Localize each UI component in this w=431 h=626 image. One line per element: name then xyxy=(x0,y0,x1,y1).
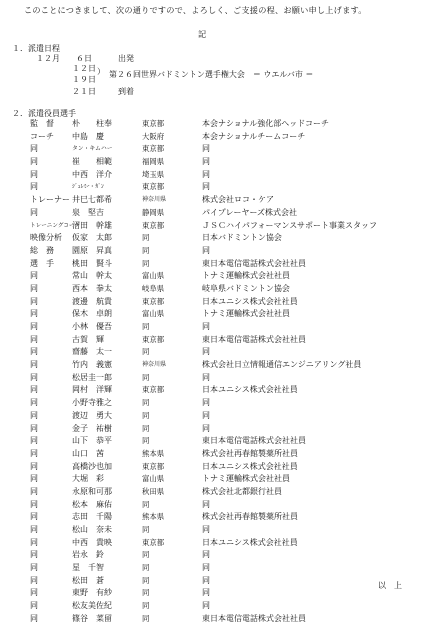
section-members-heading: ２．派遣役員選手 xyxy=(12,109,76,118)
member-affiliation: 同 xyxy=(202,575,210,585)
member-name: 高橋沙也加 xyxy=(72,461,112,471)
member-name: 星 千智 xyxy=(72,563,104,573)
member-role: 同 xyxy=(30,601,38,611)
member-name: 大堀 彩 xyxy=(72,474,104,484)
member-affiliation: 東日本電信電話株式会社社員 xyxy=(202,334,306,344)
member-affiliation: 同 xyxy=(202,182,210,192)
member-name: 小林 優吾 xyxy=(72,322,112,331)
member-row xyxy=(30,321,420,334)
member-row xyxy=(30,334,420,347)
member-name: 西本 拳太 xyxy=(72,283,112,293)
member-affiliation: 株式会社日立情報通信エンジニアリング社員 xyxy=(202,360,362,370)
member-affiliation: トナミ運輸株式会社社員 xyxy=(202,309,290,319)
member-row xyxy=(30,613,420,626)
member-role: 同 xyxy=(30,537,38,547)
member-row xyxy=(30,131,420,144)
member-name: 泉 堅吉 xyxy=(72,207,104,217)
member-prefecture: 東京都 xyxy=(142,182,165,192)
member-affiliation: 同 xyxy=(202,157,210,167)
schedule-brace: ） xyxy=(97,67,105,76)
member-prefecture: 大阪府 xyxy=(142,131,165,141)
member-name: 山下 恭平 xyxy=(72,436,112,446)
member-affiliation: 同 xyxy=(202,169,210,179)
member-prefecture: 同 xyxy=(142,410,150,420)
member-prefecture: 熊本県 xyxy=(142,448,165,458)
member-prefecture: 同 xyxy=(142,588,150,598)
member-role: 同 xyxy=(30,410,38,420)
member-row xyxy=(30,194,420,207)
member-row xyxy=(30,575,420,588)
member-role: 同 xyxy=(30,499,38,509)
member-role: 同 xyxy=(30,563,38,573)
member-affiliation: 同 xyxy=(202,245,210,255)
member-name: 志田 千陽 xyxy=(72,512,112,522)
ki-heading: 記 xyxy=(198,29,207,39)
schedule-day: １２日 xyxy=(72,64,96,73)
member-name: 金子 祐樹 xyxy=(72,423,112,433)
member-row xyxy=(30,499,420,512)
member-affiliation: パイプレーヤーズ株式会社 xyxy=(202,207,298,217)
member-row xyxy=(30,410,420,423)
member-affiliation: 株式会社ロコ・ケア xyxy=(202,195,274,205)
member-prefecture: 同 xyxy=(142,563,150,573)
schedule-note: 出発 xyxy=(118,54,134,63)
member-role: 同 xyxy=(30,347,38,357)
member-row xyxy=(30,308,420,321)
schedule-day: ２１日 xyxy=(72,87,96,96)
member-name: 松友美佐紀 xyxy=(72,601,112,611)
member-row xyxy=(30,283,420,296)
member-prefecture: 同 xyxy=(142,601,150,611)
member-row xyxy=(30,587,420,600)
member-role: 同 xyxy=(30,169,38,179)
member-row xyxy=(30,296,420,309)
member-row xyxy=(30,181,420,194)
member-row xyxy=(30,118,420,131)
member-affiliation: 同 xyxy=(202,410,210,420)
member-name: 渡邊 航貴 xyxy=(72,296,112,306)
member-name: 松本 麻佑 xyxy=(72,499,112,509)
member-row xyxy=(30,245,420,258)
member-row xyxy=(30,220,420,233)
member-row xyxy=(30,423,420,436)
member-affiliation: 同 xyxy=(202,563,210,573)
member-name: 崔 相範 xyxy=(72,157,112,167)
member-row xyxy=(30,562,420,575)
intro-text: このことにつきまして、次の通りですので、よろしく、ご支援の程、お願い申し上げます。 xyxy=(24,5,367,15)
member-affiliation: 東日本電信電話株式会社社員 xyxy=(202,258,306,268)
member-prefecture: 同 xyxy=(142,233,150,243)
member-row xyxy=(30,156,420,169)
member-row xyxy=(30,372,420,385)
schedule-day: ６日 xyxy=(76,54,92,63)
member-prefecture: 東京都 xyxy=(142,461,165,471)
member-affiliation: トナミ運輸株式会社社員 xyxy=(202,474,290,484)
member-name: 山口 茜 xyxy=(72,448,104,458)
member-affiliation: 本会ナショナルチームコーチ xyxy=(202,131,306,141)
member-affiliation: 本会ナショナル強化部ヘッドコーチ xyxy=(202,119,329,128)
member-affiliation: 同 xyxy=(202,322,210,331)
member-name: 中西 洋介 xyxy=(72,169,112,179)
schedule-row xyxy=(36,53,134,64)
member-affiliation: 日本ユニシス株式会社社員 xyxy=(202,385,298,395)
member-role: 同 xyxy=(30,575,38,585)
member-affiliation: 株式会社北都銀行社員 xyxy=(202,486,282,496)
member-affiliation: 同 xyxy=(202,601,210,611)
member-role: 同 xyxy=(30,550,38,560)
member-role: 総 務 xyxy=(30,245,54,255)
member-role: 監 督 xyxy=(30,119,54,128)
member-role: 同 xyxy=(30,525,38,534)
member-prefecture: 富山県 xyxy=(142,309,165,319)
member-prefecture: 同 xyxy=(142,347,150,357)
member-name: 松山 奈未 xyxy=(72,525,112,534)
member-role: 同 xyxy=(30,372,38,382)
member-role: 同 xyxy=(30,296,38,306)
member-role: 同 xyxy=(30,182,38,192)
member-affiliation: 同 xyxy=(202,144,210,154)
member-role: 同 xyxy=(30,588,38,598)
member-name: 仮家 太郎 xyxy=(72,233,112,243)
member-role: トレーニングコーチ xyxy=(30,222,81,229)
member-row xyxy=(30,207,420,220)
member-prefecture: 同 xyxy=(142,550,150,560)
member-affiliation: トナミ運輸株式会社社員 xyxy=(202,271,290,281)
member-affiliation: 東日本電信電話株式会社社員 xyxy=(202,613,306,623)
member-name: 園原 昇真 xyxy=(72,245,112,255)
member-role: 同 xyxy=(30,144,38,154)
member-prefecture: 岐阜県 xyxy=(142,283,165,293)
member-name: 篠谷 菜留 xyxy=(72,613,112,623)
members-list xyxy=(30,118,420,626)
member-prefecture: 東京都 xyxy=(142,119,165,128)
member-prefecture: 神奈川県 xyxy=(142,361,167,369)
member-name: 岩永 鈴 xyxy=(72,550,104,560)
member-row xyxy=(30,346,420,359)
member-row xyxy=(30,359,420,372)
member-name: 常山 幹太 xyxy=(72,271,112,281)
member-prefecture: 富山県 xyxy=(142,271,165,281)
member-prefecture: 東京都 xyxy=(142,296,165,306)
member-row xyxy=(30,258,420,271)
member-role: 映像分析 xyxy=(30,233,62,243)
member-prefecture: 同 xyxy=(142,575,150,585)
member-name: 竹内 義憲 xyxy=(72,360,112,370)
member-name: 保木 卓朗 xyxy=(72,309,112,319)
member-name: 中西 貴映 xyxy=(72,537,112,547)
member-name: 渡辺 勇大 xyxy=(72,410,112,420)
member-affiliation: 東日本電信電話株式会社社員 xyxy=(202,436,306,446)
member-role: トレーナー xyxy=(30,195,70,205)
member-prefecture: 同 xyxy=(142,423,150,433)
member-role: コーチ xyxy=(30,131,54,141)
schedule-day: １９日 xyxy=(72,75,96,84)
member-row xyxy=(30,435,420,448)
member-row xyxy=(30,486,420,499)
member-name: 井巳七都希 xyxy=(72,195,112,205)
member-affiliation: 同 xyxy=(202,588,210,598)
member-affiliation: 同 xyxy=(202,525,210,534)
member-role: 同 xyxy=(30,207,38,217)
member-role: 同 xyxy=(30,398,38,408)
member-name: タン・キムハー xyxy=(72,146,113,153)
member-row xyxy=(30,600,420,613)
member-name: 沼田 幹雄 xyxy=(72,220,112,230)
member-prefecture: 埼玉県 xyxy=(142,169,165,179)
closing-text: 以 上 xyxy=(378,581,402,590)
member-affiliation: 同 xyxy=(202,347,210,357)
member-affiliation: 同 xyxy=(202,372,210,382)
member-row xyxy=(30,143,420,156)
member-role: 同 xyxy=(30,157,38,167)
member-prefecture: 同 xyxy=(142,613,150,623)
member-role: 同 xyxy=(30,474,38,484)
member-name: 桃田 賢斗 xyxy=(72,258,112,268)
schedule-month: １２月 xyxy=(36,54,60,63)
member-row xyxy=(30,511,420,524)
member-role: 同 xyxy=(30,385,38,395)
member-prefecture: 同 xyxy=(142,245,150,255)
member-name: 朴 柱奉 xyxy=(72,119,112,128)
member-name: 東野 有紗 xyxy=(72,588,112,598)
member-row xyxy=(30,461,420,474)
member-role: 同 xyxy=(30,461,38,471)
member-role: 同 xyxy=(30,423,38,433)
member-prefecture: 東京都 xyxy=(142,537,165,547)
member-affiliation: 同 xyxy=(202,550,210,560)
member-affiliation: 同 xyxy=(202,423,210,433)
member-affiliation: 同 xyxy=(202,398,210,408)
member-row xyxy=(30,169,420,182)
member-name: 永原和可那 xyxy=(72,486,112,496)
member-name: 岡村 洋輝 xyxy=(72,385,112,395)
member-row xyxy=(30,384,420,397)
schedule-note: 到着 xyxy=(118,87,134,96)
member-prefecture: 同 xyxy=(142,372,150,382)
member-row xyxy=(30,524,420,537)
member-role: 同 xyxy=(30,283,38,293)
member-affiliation: 日本ユニシス株式会社社員 xyxy=(202,461,298,471)
member-affiliation: 日本バドミントン協会 xyxy=(202,233,282,243)
member-affiliation: ＪＳＣハイパフォーマンスサポート事業スタッフ xyxy=(202,220,378,230)
member-name: 古賀 輝 xyxy=(72,334,104,344)
member-row xyxy=(30,448,420,461)
member-row xyxy=(30,397,420,410)
member-row xyxy=(30,549,420,562)
member-role: 同 xyxy=(30,360,38,370)
member-role: 選 手 xyxy=(30,258,54,268)
member-prefecture: 同 xyxy=(142,499,150,509)
member-name: 中島 慶 xyxy=(72,131,104,141)
member-role: 同 xyxy=(30,448,38,458)
member-name: 松居圭一郎 xyxy=(72,372,112,382)
member-prefecture: 静岡県 xyxy=(142,207,165,217)
member-role: 同 xyxy=(30,322,38,331)
member-row xyxy=(30,232,420,245)
member-prefecture: 東京都 xyxy=(142,144,165,154)
member-prefecture: 熊本県 xyxy=(142,512,165,522)
member-affiliation: 株式会社再春館製薬所社員 xyxy=(202,512,298,522)
member-prefecture: 福岡県 xyxy=(142,157,165,167)
member-prefecture: 同 xyxy=(142,436,150,446)
member-name: 松田 蒼 xyxy=(72,575,104,585)
member-prefecture: 神奈川県 xyxy=(142,196,167,204)
member-name: ｼﾞｪﾚﾐｰ・ｶﾞﾝ xyxy=(72,184,104,191)
member-prefecture: 東京都 xyxy=(142,385,165,395)
member-role: 同 xyxy=(30,271,38,281)
member-affiliation: 株式会社再春館製薬所社員 xyxy=(202,448,298,458)
member-prefecture: 東京都 xyxy=(142,334,165,344)
member-row xyxy=(30,537,420,550)
member-role: 同 xyxy=(30,436,38,446)
member-row xyxy=(30,473,420,486)
member-row xyxy=(30,270,420,283)
member-prefecture: 同 xyxy=(142,258,150,268)
member-prefecture: 同 xyxy=(142,525,150,534)
member-prefecture: 東京都 xyxy=(142,220,165,230)
section-schedule-heading: １．派遣日程 xyxy=(12,44,60,53)
member-affiliation: 岐阜県バドミントン協会 xyxy=(202,283,290,293)
event-name: 第２６回世界バドミントン選手権大会 ＝ ウエルバ市 ＝ xyxy=(109,70,314,79)
member-prefecture: 同 xyxy=(142,398,150,408)
member-affiliation: 同 xyxy=(202,499,210,509)
member-role: 同 xyxy=(30,486,38,496)
member-role: 同 xyxy=(30,309,38,319)
member-prefecture: 富山県 xyxy=(142,474,165,484)
member-name: 小野寺雅之 xyxy=(72,398,112,408)
member-affiliation: 日本ユニシス株式会社社員 xyxy=(202,296,298,306)
member-role: 同 xyxy=(30,512,38,522)
member-name: 齋藤 太一 xyxy=(72,347,112,357)
member-role: 同 xyxy=(30,334,38,344)
member-prefecture: 秋田県 xyxy=(142,486,165,496)
member-affiliation: 日本ユニシス株式会社社員 xyxy=(202,537,298,547)
member-role: 同 xyxy=(30,613,38,623)
member-prefecture: 同 xyxy=(142,322,150,331)
